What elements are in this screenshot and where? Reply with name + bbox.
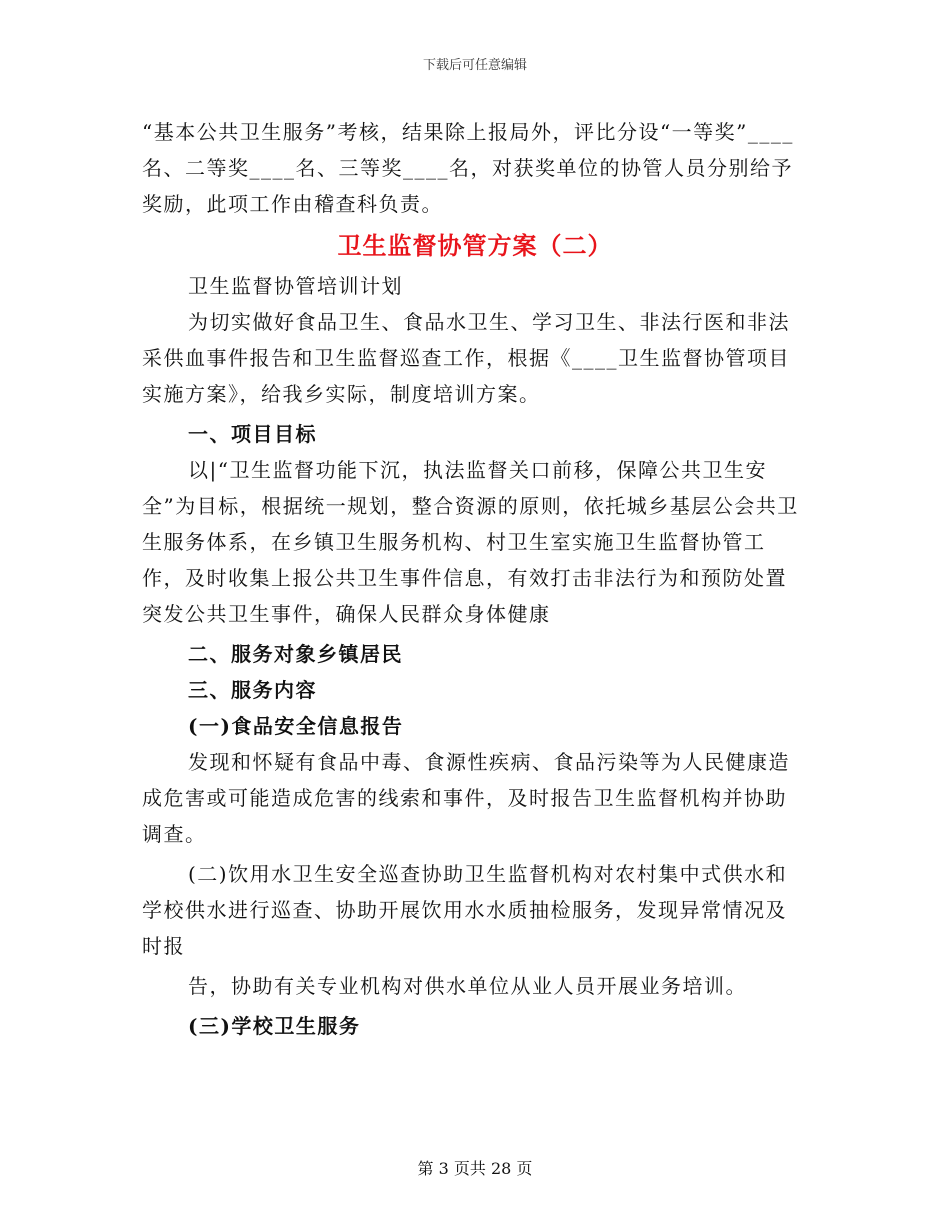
paragraph-food-safety: 发现和怀疑有食品中毒、食源性疾病、食品污染等为人民健康造成危害或可能造成危害的线索和事件，及时报告卫生监督机构并协助调查。 — [142, 750, 790, 846]
page-footer: 第 3 页共 28 页 — [417, 1159, 533, 1178]
paragraph-goal: 以|“卫生监督功能下沉，执法监督关口前移，保障公共卫生安全”为目标，根据统一规划，整合资源的原则，依托城乡基层公会共卫生服务体系，在乡镇卫生服务机构、村卫生室实施卫生监督协管工作，及时收集上报公共卫生事件信息，有效打击非法行为和预防处置突发公共卫生事件，确保人民群众身体健康 — [142, 458, 799, 626]
page-header: 下载后可任意编辑 — [422, 58, 527, 73]
heading-service-content: 三、服务内容 — [188, 678, 317, 702]
paragraph-water-training: 告，协助有关专业机构对供水单位从业人员开展业务培训。 — [188, 974, 747, 998]
heading-school-health: (三)学校卫生服务 — [188, 1014, 361, 1038]
heading-project-goal: 一、项目目标 — [188, 422, 317, 446]
document-body — [142, 114, 808, 1044]
heading-service-target: 二、服务对象乡镇居民 — [188, 642, 403, 666]
subtitle: 卫生监督协管培训计划 — [188, 274, 403, 298]
paragraph-water-safety: (二)饮用水卫生安全巡查协助卫生监督机构对农村集中式供水和学校供水进行巡查、协助开展饮用水水质抽检服务，发现异常情况及时报 — [142, 862, 788, 958]
intro-paragraph: “基本公共卫生服务”考核，结果除上报局外，评比分设“一等奖”____名、二等奖____名、三等奖____名，对获奖单位的协管人员分别给予奖励，此项工作由稽查科负责。 — [142, 120, 794, 216]
section-title: 卫生监督协管方案（二） — [337, 231, 613, 260]
heading-food-safety: (一)食品安全信息报告 — [188, 714, 404, 738]
paragraph-purpose: 为切实做好食品卫生、食品水卫生、学习卫生、非法行医和非法采供血事件报告和卫生监督巡查工作，根据《____卫生监督协管项目实施方案》，给我乡实际，制度培训方案。 — [142, 310, 790, 406]
